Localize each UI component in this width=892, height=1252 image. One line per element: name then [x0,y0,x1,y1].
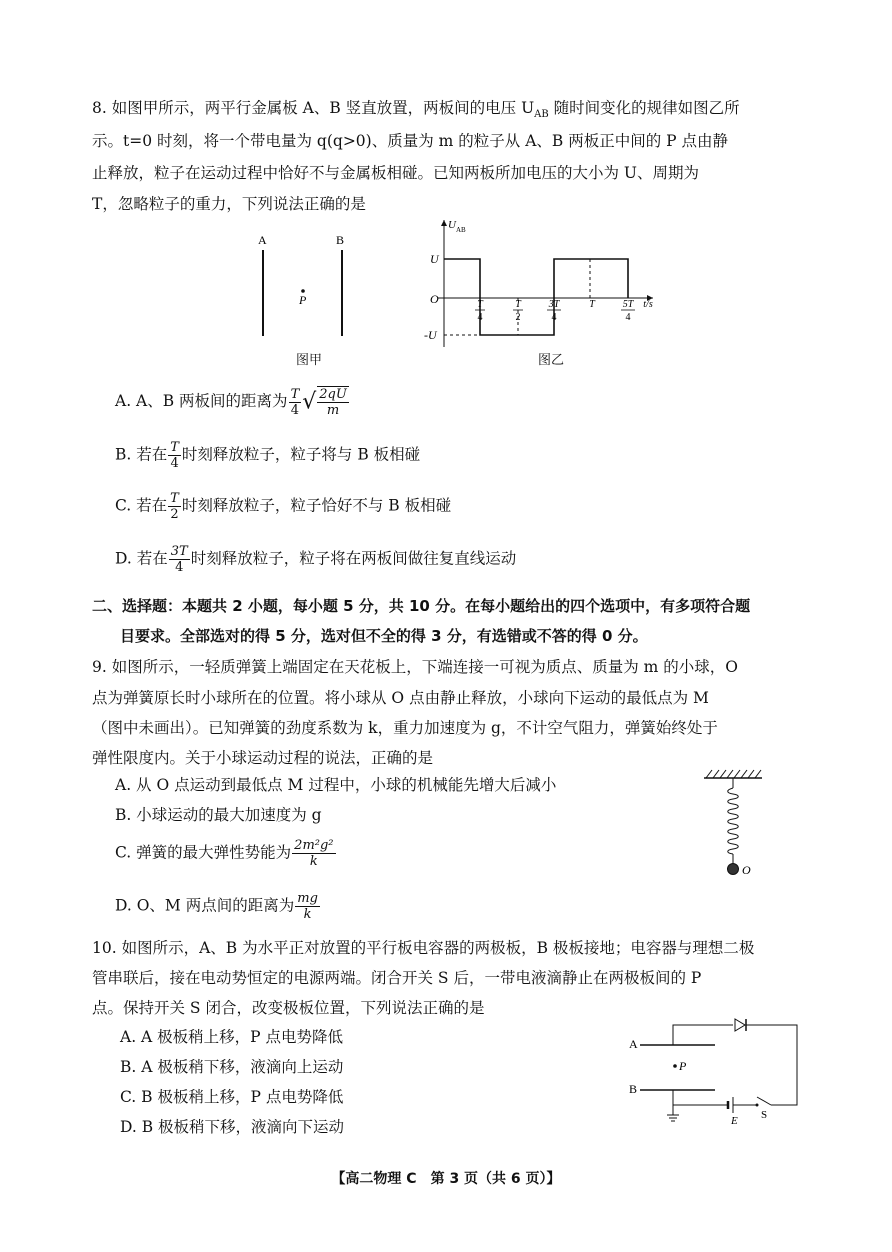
q9-line-1: 9. 如图所示，一轻质弹簧上端固定在天花板上，下端连接一可视为质点、质量为 m 的小球，O [92,658,738,676]
q8-figure-a [250,228,360,368]
point-p-label: P [679,1059,687,1073]
spring-coil [728,788,739,854]
point-o-label: O [742,863,751,877]
tick-3t4-num: 3T [548,299,560,310]
tick-5t4-den: 4 [625,312,631,323]
page-footer: 【高二物理 C 第 3 页（共 6 页）】 [331,1171,561,1187]
q10-option-d[interactable]: D. B 极板稍下移，液滴向下运动 [120,1118,345,1136]
y-axis-label-sub: AB [456,226,466,234]
wire-right [746,1025,797,1105]
plate-b-label: B [336,233,345,247]
figure-a-caption: 图甲 [296,353,323,368]
q9-line-2: 点为弹簧原长时小球所在的位置。将小球从 O 点由静止释放，小球向下运动的最低点为 M [92,689,709,707]
wire-top-left [673,1025,733,1045]
section2-header-line2: 目要求。全部选对的得 5 分，选对但不全的得 3 分，有选错或不答的得 0 分。 [120,627,648,645]
point-p-label: P [299,293,307,307]
tick-t: T [589,299,595,310]
u-label: U [430,252,439,266]
figure-b-caption: 图乙 [538,353,565,368]
ball [728,864,739,875]
q8-option-b[interactable]: B. 若在 $\frac{T}{4}$ 时刻释放粒子，粒子将与 B 板相碰 [115,440,421,471]
neg-u-label: -U [424,328,437,342]
q9-option-d[interactable]: D. O、M 两点间的距离为 $\frac{mg}{k}$ [115,891,318,922]
plate-b-label: B [629,1082,638,1096]
q8-uab-subscript: AB [534,109,549,121]
q10-option-a[interactable]: A. A 极板稍上移，P 点电势降低 [120,1028,344,1046]
tick-t4-den: 4 [477,312,483,323]
waveform-segment-3 [554,259,628,298]
q8-option-c[interactable]: C. 若在 $\frac{T}{2}$ 时刻释放粒子，粒子恰好不与 B 板相碰 [115,491,452,522]
tick-t2-den: 2 [515,312,521,323]
point-p [673,1064,677,1068]
q8-line-4: T，忽略粒子的重力，下列说法正确的是 [92,195,366,213]
tick-t4-num: T [477,299,483,310]
tick-t2-num: T [515,299,521,310]
diode [735,1019,745,1031]
wire-bottom [673,1090,728,1105]
q9-spring-figure [700,768,770,883]
tick-3t4-den: 4 [551,312,557,323]
x-axis-unit: t/s [643,299,653,310]
battery-label: E [731,1115,738,1127]
switch [757,1097,771,1105]
plate-a-label: A [258,233,267,247]
q10-line-3: 点。保持开关 S 闭合，改变极板位置，下列说法正确的是 [92,999,485,1017]
q8-figure-b [418,212,668,372]
q8-line-2: 示。t=0 时刻，将一个带电量为 q(q>0)、质量为 m 的粒子从 A、B 两板正中间的 P 点由静 [92,132,728,150]
q10-circuit-figure [625,1018,805,1128]
waveform-segment-1 [444,259,480,298]
q10-line-2: 管串联后，接在电动势恒定的电源两端。闭合开关 S 后，一带电液滴静止在两极板间的 P [92,969,702,987]
q10-option-b[interactable]: B. A 极板稍下移，液滴向上运动 [120,1058,344,1076]
y-axis-label: U [448,219,456,231]
plate-a-label: A [629,1037,638,1051]
q9-line-4: 弹性限度内。关于小球运动过程的说法，正确的是 [92,749,434,767]
q9-option-a[interactable]: A. 从 O 点运动到最低点 M 过程中，小球的机械能先增大后减小 [115,776,557,794]
switch-label: S [761,1109,768,1121]
q8-line-1: 8. 如图甲所示，两平行金属板 A、B 竖直放置，两板间的电压 $U_{AB}$ 随时间变化的规律如图乙所 [92,99,740,121]
q9-option-c[interactable]: C. 弹簧的最大弹性势能为 $\frac{\text{2m²g²}}{k}$ [115,838,334,869]
q8-option-d[interactable]: D. 若在 $\frac{3T}{4}$ 时刻释放粒子，粒子将在两板间做往复直线运动 [115,544,517,575]
origin-label: O [430,292,439,306]
q10-option-c[interactable]: C. B 极板稍上移，P 点电势降低 [120,1088,344,1106]
q9-line-3: （图中未画出）。已知弹簧的劲度系数为 k，重力加速度为 g，不计空气阻力，弹簧始终处于 [92,719,718,737]
q8-line-3: 止释放，粒子在运动过程中恰好不与金属板相碰。已知两板所加电压的大小为 U、周期为 [92,164,699,182]
section2-header-line1: 二、选择题：本题共 2 小题，每小题 5 分，共 10 分。在每小题给出的四个选项中，有多项符合题 [92,597,751,615]
q9-option-b[interactable]: B. 小球运动的最大加速度为 g [115,806,322,824]
tick-5t4-num: 5T [622,299,634,310]
q8-option-a[interactable]: A. A、B 两板间的距离为 $\frac{T}{4}$ √ $\frac{2qU}{m}$ [115,386,347,418]
q10-line-1: 10. 如图所示，A、B 为水平正对放置的平行板电容器的两极板，B 极板接地；电容器与理想二极 [92,939,755,957]
